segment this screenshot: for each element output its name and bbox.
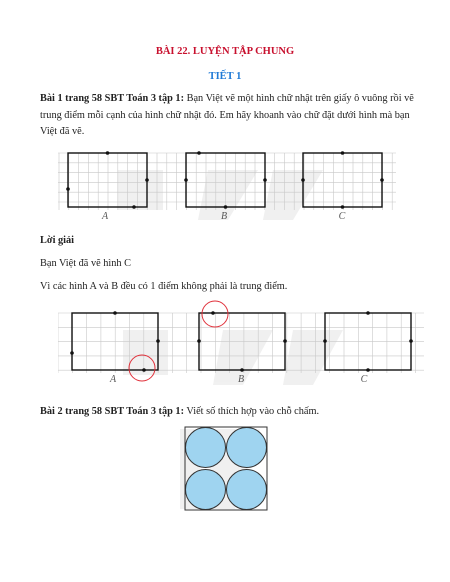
exercise-2-figure — [175, 424, 275, 516]
exercise-2-text — [40, 404, 414, 421]
solution-reason: Vì các hình A và B đều có 1 điểm không phải là trung điểm. — [40, 281, 288, 292]
figure-label-a: A — [101, 211, 109, 222]
exercise-1-label: Bài 1 trang 58 SBT Toán 3 tập 1: — [40, 93, 185, 104]
circle-bottom-right — [227, 470, 267, 510]
exercise-1-text — [40, 91, 414, 141]
figure-label-a: A — [109, 374, 117, 385]
circle-top-left — [186, 428, 226, 468]
figure-label-b: B — [237, 374, 245, 385]
exercise-2-body: Viết số thích hợp vào chỗ chấm. — [184, 406, 320, 417]
circle-bottom-left — [186, 470, 226, 510]
lesson-title: BÀI 22. LUYỆN TẬP CHUNG — [155, 46, 295, 57]
exercise-1-body: Bạn Việt vẽ một hình chữ nhật trên giấy ô vuông rồi vẽ trung điểm mỗi cạnh của hình chữ nhật đó. Em hãy khoanh vào chữ đặt dưới hình mà bạn Việt đã vẽ. — [40, 93, 414, 137]
lesson-subtitle: TIẾT 1 — [208, 71, 242, 82]
solution-answer: Bạn Việt đã vẽ hình C — [40, 258, 131, 269]
figure-label-c: C — [360, 374, 368, 385]
figure-label-b: B — [220, 211, 228, 222]
exercise-2-label: Bài 2 trang 58 SBT Toán 3 tập 1: — [40, 406, 185, 417]
solution-figure — [58, 300, 424, 390]
solution-heading: Lời giải — [40, 235, 75, 246]
watermark-logo — [123, 330, 343, 385]
exercise-1-figure — [58, 150, 396, 222]
circle-top-right — [227, 428, 267, 468]
figure-label-c: C — [338, 211, 346, 222]
